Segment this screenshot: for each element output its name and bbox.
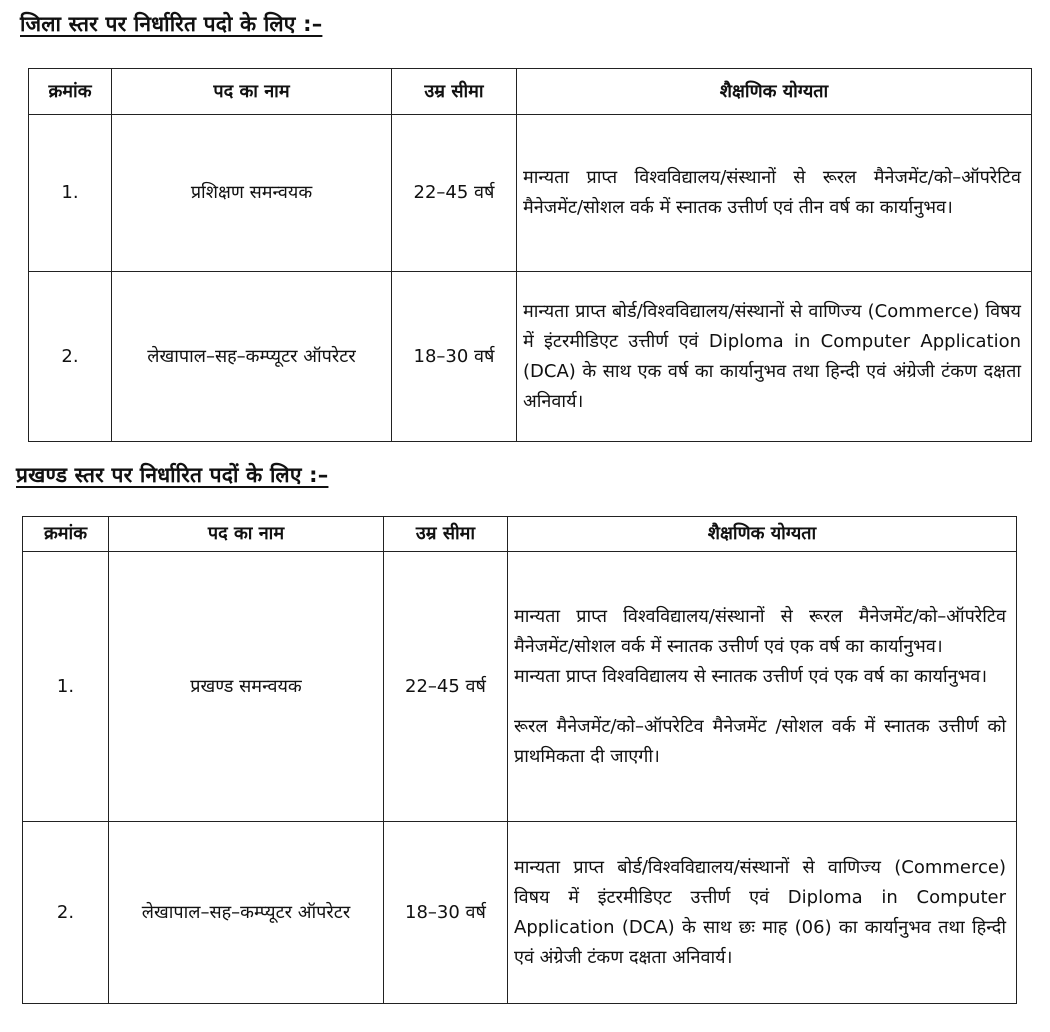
post-name-cell: लेखापाल–सह–कम्प्यूटर ऑपरेटर — [112, 272, 392, 442]
serial-cell: 1. — [23, 552, 109, 822]
age-limit-cell: 22–45 वर्ष — [392, 115, 517, 272]
qualification-part: मान्यता प्राप्त विश्वविद्यालय से स्नातक उत्तीर्ण एवं एक वर्ष का कार्यानुभव। — [514, 665, 988, 687]
header-post-name: पद का नाम — [109, 517, 384, 552]
header-serial: क्रमांक — [29, 69, 112, 115]
block-posts-table — [22, 516, 1017, 1004]
age-limit-cell: 18–30 वर्ष — [392, 272, 517, 442]
qualification-cell: मान्यता प्राप्त बोर्ड/विश्वविद्यालय/संस्थानों से वाणिज्य (Commerce) विषय में इंटरमीडिएट उत्तीर्ण एवं Diploma in Computer Application (DCA) के साथ छः माह (06) का कार्यानुभव तथा हिन्दी एवं अंग्रेजी टंकण दक्षता अनिवार्य। — [508, 822, 1017, 1004]
post-name-cell: लेखापाल–सह–कम्प्यूटर ऑपरेटर — [109, 822, 384, 1004]
header-post-name: पद का नाम — [112, 69, 392, 115]
spacer — [514, 692, 1006, 712]
table-header-row — [29, 69, 1032, 115]
header-age-limit: उम्र सीमा — [392, 69, 517, 115]
age-limit-cell: 22–45 वर्ष — [384, 552, 508, 822]
qualification-cell — [508, 552, 1017, 822]
serial-cell: 1. — [29, 115, 112, 272]
table-row — [29, 272, 1032, 442]
qualification-cell: मान्यता प्राप्त विश्वविद्यालय/संस्थानों से रूरल मैनेजमेंट/को–ऑपरेटिव मैनेजमेंट/सोशल वर्क में स्नातक उत्तीर्ण एवं तीन वर्ष का कार्यानुभव। — [517, 115, 1032, 272]
qualification-cell: मान्यता प्राप्त बोर्ड/विश्वविद्यालय/संस्थानों से वाणिज्य (Commerce) विषय में इंटरमीडिएट उत्तीर्ण एवं Diploma in Computer Application (DCA) के साथ एक वर्ष का कार्यानुभव तथा हिन्दी एवं अंग्रेजी टंकण दक्षता अनिवार्य। — [517, 272, 1032, 442]
age-limit-cell: 18–30 वर्ष — [384, 822, 508, 1004]
header-serial: क्रमांक — [23, 517, 109, 552]
post-name-cell: प्रशिक्षण समन्वयक — [112, 115, 392, 272]
district-posts-table — [28, 68, 1032, 442]
table-row — [23, 822, 1017, 1004]
district-level-heading: जिला स्तर पर निर्धारित पदो के लिए :– — [20, 12, 323, 36]
table-row — [29, 115, 1032, 272]
post-name-cell: प्रखण्ड समन्वयक — [109, 552, 384, 822]
header-qualification: शैक्षणिक योग्यता — [508, 517, 1017, 552]
serial-cell: 2. — [29, 272, 112, 442]
qualification-part: मान्यता प्राप्त विश्वविद्यालय/संस्थानों से रूरल मैनेजमेंट/को–ऑपरेटिव मैनेजमेंट/सोशल वर्क में स्नातक उत्तीर्ण एवं एक वर्ष का कार्यानुभव। — [514, 605, 1006, 657]
serial-cell: 2. — [23, 822, 109, 1004]
header-age-limit: उम्र सीमा — [384, 517, 508, 552]
table-row — [23, 552, 1017, 822]
qualification-part: रूरल मैनेजमेंट/को–ऑपरेटिव मैनेजमेंट /सोशल वर्क में स्नातक उत्तीर्ण को प्राथमिकता दी जाएगी। — [514, 715, 1006, 767]
header-qualification: शैक्षणिक योग्यता — [517, 69, 1032, 115]
block-level-heading: प्रखण्ड स्तर पर निर्धारित पदों के लिए :– — [16, 463, 329, 487]
table-header-row — [23, 517, 1017, 552]
